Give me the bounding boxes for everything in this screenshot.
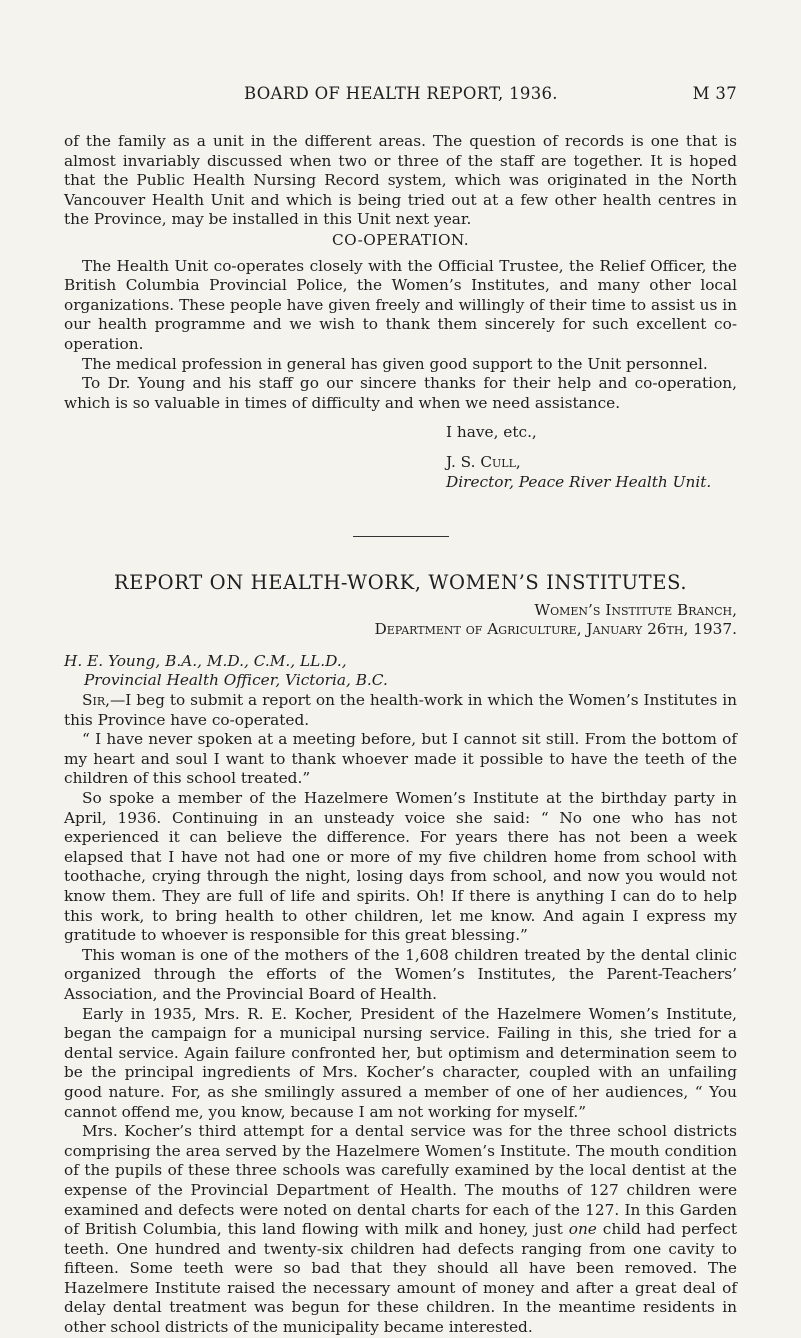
from-department-date-text: Department of Agriculture, January 26th, 1937. (374, 620, 737, 639)
addressee-title: Provincial Health Officer, Victoria, B.C. (84, 671, 388, 690)
last-paragraph-after: child had perfect teeth. One hundred and twenty-six children had defects ranging from one cavity to fifteen. Some teeth were so bad that they should all have been removed. The Hazelmere Institute raised the necessary amount of money and after a great deal of delay dental treatment was begun for these children. In the meantime residents in other school districts of the municipality became interested. (64, 1220, 737, 1337)
last-paragraph-before: Mrs. Kocher’s third attempt for a dental service was for the three school districts comprising the area served by the Hazelmere Women’s Institute. The mouth condition of the pupils of these three schools was carefully examined by the local dentist at the expense of the Provincial Department of Health. The mouths of 127 children were examined and defects were noted on dental charts for each of the 127. In this Garden of British Columbia, this land flowing with milk and honey, just (64, 1122, 737, 1239)
signer-name: J. S. Cull, (446, 452, 521, 471)
opening-text: —I beg to submit a report on the health-work in which the Women’s Institutes in this Province have co-operated. (64, 691, 737, 729)
from-branch: Women’s Institute Branch, (534, 600, 737, 619)
body-text (64, 132, 737, 1338)
cooperation-paragraph: To Dr. Young and his staff go our sincere thanks for their help and co-operation, which is so valuable in times of difficulty and when we need assistance. (64, 374, 737, 412)
from-department-date (64, 620, 737, 640)
closing-line: I have, etc., (446, 423, 537, 442)
page-number: M 37 (692, 84, 737, 103)
salutation: Sir, (82, 691, 110, 710)
cooperation-heading: CO-OPERATION. (332, 230, 469, 249)
intro-paragraph: of the family as a unit in the different areas. The question of records is one that is almost invariably discussed when two or three of the staff are together. It is hoped that the Public Health Nursing Record system, which was originated in the North Vancouver Health Unit and which is being tried out at a few other health centres in the Province, may be installed in this Unit next year. (64, 132, 737, 229)
salutation-paragraph (64, 691, 737, 730)
report-paragraph: Early in 1935, Mrs. R. E. Kocher, President of the Hazelmere Women’s Institute, began the campaign for a municipal nursing service. Failing in this, she tried for a dental service. Again failure confronted her, but optimism and determination seem to be the principal ingredients of Mrs. Kocher’s character, coupled with an unfailing good nature. For, as she smilingly assured a member of one of her audiences, “ You cannot offend me, you know, because I am not working for myself.” (64, 1004, 737, 1121)
page-header (244, 84, 737, 103)
running-title: BOARD OF HEALTH REPORT, 1936. (244, 84, 558, 103)
cooperation-paragraph: The medical profession in general has given good support to the Unit personnel. (82, 354, 708, 373)
addressee-name: H. E. Young, B.A., M.D., C.M., LL.D., (64, 651, 347, 670)
last-paragraph-emphasis: one (568, 1220, 597, 1239)
report-paragraph: So spoke a member of the Hazelmere Women’s Institute at the birthday party in April, 1936. Continuing in an unsteady voice she said: “ No one who has not experienced it can believe the difference. For years there has not been a week elapsed that I have not had one or more of my five children home from school with toothache, crying through the night, losing days from school, and now you would not know them. They are full of life and spirits. Oh! If there is anything I can do to help this work, to bring health to other children, let me know. And again I express my gratitude to whoever is responsible for this great blessing.” (64, 789, 737, 945)
section-divider (353, 536, 449, 537)
report-paragraph-last (64, 1122, 737, 1338)
report-paragraph: “ I have never spoken at a meeting before, but I cannot sit still. From the bottom of my heart and soul I want to thank whoever made it possible to have the teeth of the children of this school treated.” (64, 730, 737, 788)
report-title: REPORT ON HEALTH-WORK, WOMEN’S INSTITUTES. (113, 571, 688, 595)
report-paragraph: This woman is one of the mothers of the 1,608 children treated by the dental clinic organized through the efforts of the Women’s Institutes, the Parent-Teachers’ Association, and the Provincial Board of Health. (64, 945, 737, 1003)
signer-title: Director, Peace River Health Unit. (446, 472, 712, 491)
cooperation-paragraph: The Health Unit co-operates closely with the Official Trustee, the Relief Officer, the British Columbia Provincial Police, the Women’s Institutes, and many other local organizations. These people have given freely and willingly of their time to assist us in our health programme and we wish to thank them sincerely for such excellent co-operation. (64, 256, 737, 353)
